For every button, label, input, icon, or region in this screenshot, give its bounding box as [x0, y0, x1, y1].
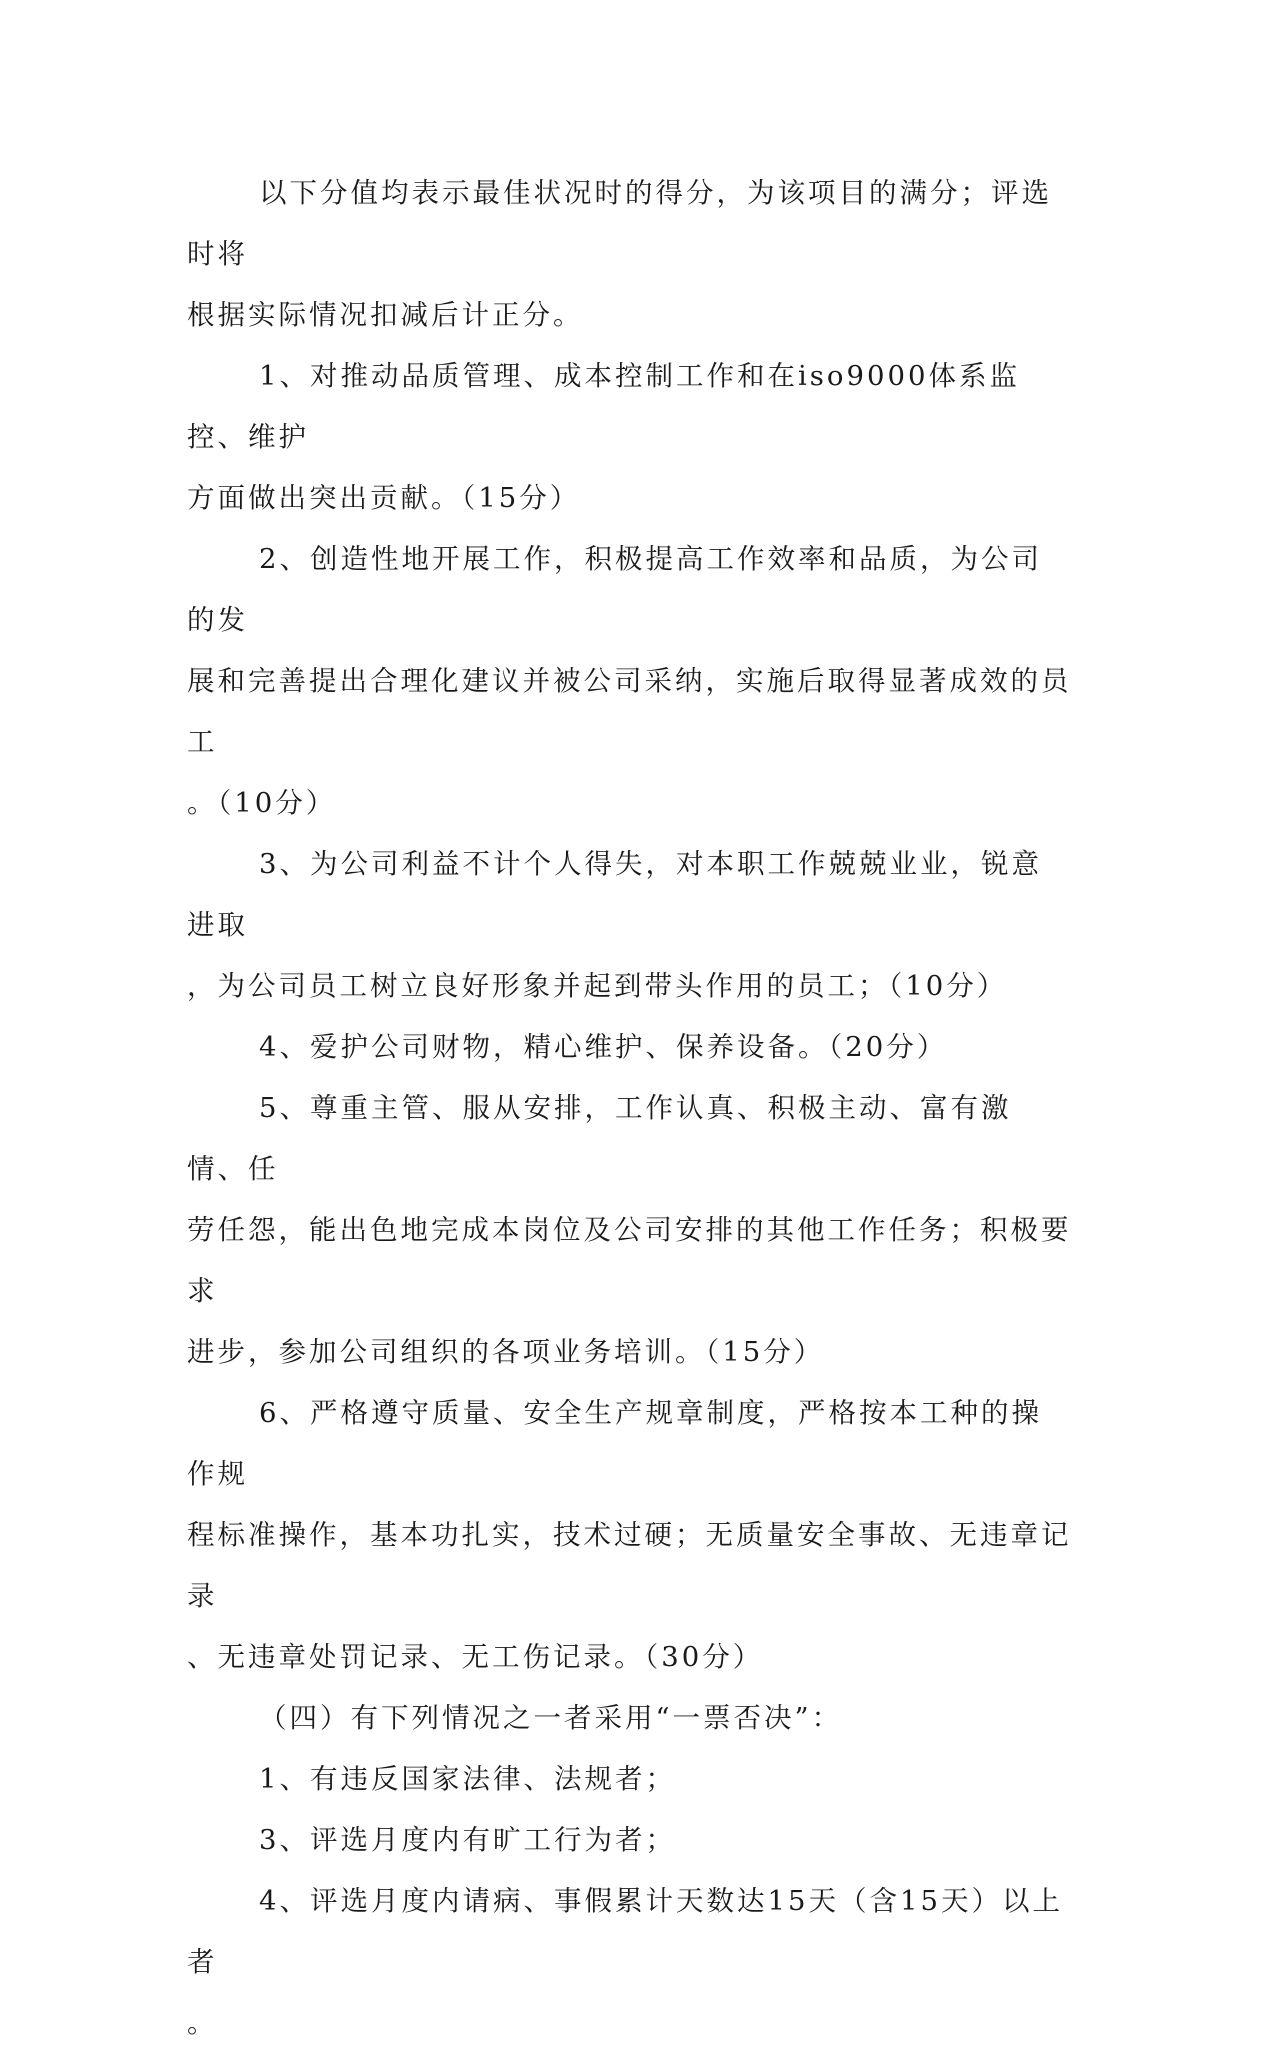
paragraph-item-4-equipment: 4、爱护公司财物，精心维护、保养设备。（20分）	[259, 1031, 948, 1063]
paragraph-veto-heading: （四）有下列情况之一者采用“一票否决”：	[259, 1702, 843, 1734]
paragraph-scoring-note: 以下分值均表示最佳状况时的得分，为该项目的满分；评选时将 根据实际情况扣减后计正分。	[187, 177, 1052, 331]
paragraph-item-2-innovation: 2、创造性地开展工作，积极提高工作效率和品质，为公司的发 展和完善提出合理化建议并被公司采纳，实施后取得显著成效的员工 。（10分）	[187, 543, 1072, 819]
paragraph-veto-1-law: 1、有违反国家法律、法规者；	[259, 1763, 676, 1795]
document-body	[187, 163, 1072, 2054]
paragraph-veto-4-leave: 4、评选月度内请病、事假累计天数达15天（含15天）以上者 。	[187, 1885, 1063, 2039]
paragraph-item-3-dedication: 3、为公司利益不计个人得失，对本职工作兢兢业业，锐意进取 ，为公司员工树立良好形象并起到带头作用的员工；（10分）	[187, 848, 1042, 1002]
paragraph-veto-3-absence: 3、评选月度内有旷工行为者；	[259, 1824, 676, 1856]
paragraph-item-5-attitude: 5、尊重主管、服从安排，工作认真、积极主动、富有激情、任 劳任怨，能出色地完成本岗位及公司安排的其他工作任务；积极要求 进步，参加公司组织的各项业务培训。（15分）	[187, 1092, 1072, 1368]
paragraph-item-6-safety: 6、严格遵守质量、安全生产规章制度，严格按本工种的操作规 程标准操作，基本功扎实，技术过硬；无质量安全事故、无违章记录 、无违章处罚记录、无工伤记录。（30分）	[187, 1397, 1072, 1673]
paragraph-item-1-quality: 1、对推动品质管理、成本控制工作和在iso9000体系监控、维护 方面做出突出贡献。（15分）	[187, 360, 1020, 514]
